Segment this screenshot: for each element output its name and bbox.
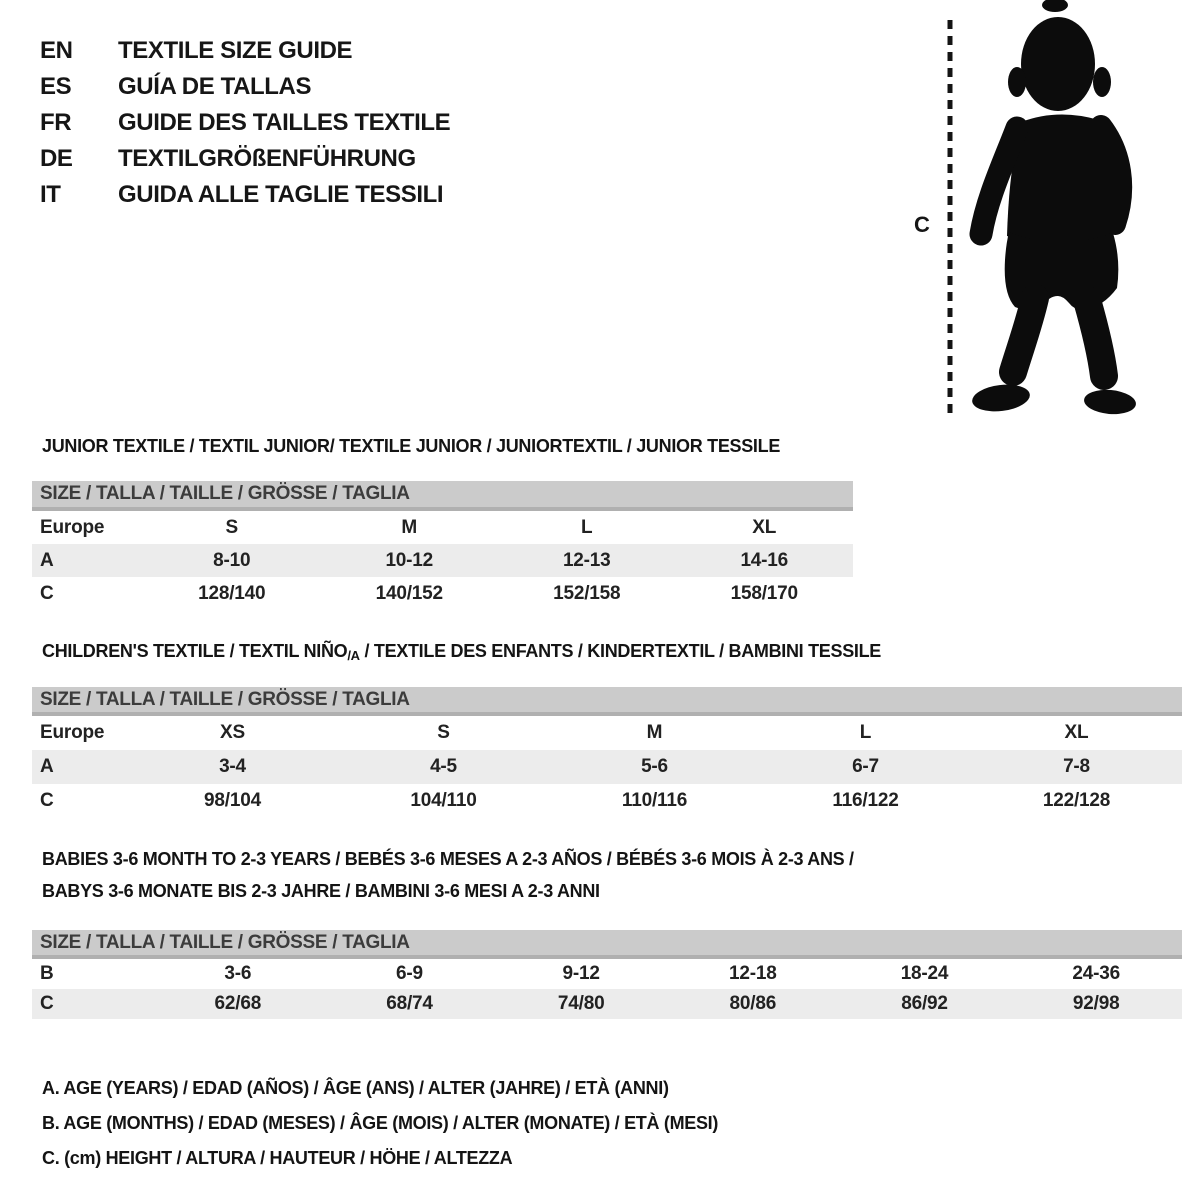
table-cell: 74/80 (557, 993, 605, 1014)
table-cell: 128/140 (198, 582, 266, 604)
lang-row-de (40, 141, 450, 177)
children-heading-suffix: /A (347, 648, 360, 663)
height-measure-label: C (914, 212, 930, 237)
size-column-header: L (859, 722, 872, 743)
table-cell: 104/110 (410, 790, 477, 811)
table-row-height (32, 577, 853, 610)
lang-code: IT (40, 181, 61, 208)
babies-section-heading-line2: BABYS 3-6 MONATE BIS 2-3 JAHRE / BAMBINI 3-6 MESI A 2-3 ANNI (42, 881, 600, 901)
size-column-header: XL (752, 516, 777, 538)
table-cell: 122/128 (1042, 790, 1111, 811)
table-cell: 10-12 (385, 549, 434, 571)
table-cell: 3-6 (224, 963, 252, 984)
junior-size-table (32, 481, 853, 610)
lang-code: FR (40, 109, 72, 136)
row-label: C (40, 790, 54, 811)
table-row-months (32, 959, 1182, 989)
toddler-silhouette-icon (905, 0, 1175, 420)
table-cell: 62/68 (214, 993, 262, 1014)
lang-code: ES (40, 73, 72, 100)
table-cell: 158/170 (730, 582, 798, 604)
table-cell: 86/92 (901, 993, 948, 1014)
children-heading-text: / TEXTILE DES ENFANTS / KINDERTEXTIL / BAMBINI TESSILE (359, 641, 881, 661)
size-header-bar: SIZE / TALLA / TAILLE / GRÖSSE / TAGLIA (32, 481, 853, 511)
guide-title: GUÍA DE TALLAS (118, 73, 312, 100)
size-column-header: M (401, 516, 418, 538)
table-cell: 116/122 (832, 790, 899, 811)
row-label: Europe (40, 516, 105, 538)
table-cell: 7-8 (1063, 756, 1090, 777)
lang-code: DE (40, 145, 73, 172)
size-column-header: L (581, 516, 593, 538)
table-cell: 24-36 (1072, 963, 1120, 984)
legend-line-b: B. AGE (MONTHS) / EDAD (MESES) / ÂGE (MOIS) / ALTER (MONATE) / ETÀ (MESI) (42, 1113, 719, 1133)
table-cell: 5-6 (641, 756, 668, 777)
lang-row-en (40, 33, 450, 69)
table-cell: 152/158 (553, 582, 621, 604)
table-cell: 80/86 (729, 993, 777, 1014)
size-column-header: M (646, 722, 663, 743)
legend-line-a: A. AGE (YEARS) / EDAD (AÑOS) / ÂGE (ANS) / ALTER (JAHRE) / ETÀ (ANNI) (42, 1078, 669, 1098)
lang-row-es (40, 69, 450, 105)
guide-title: GUIDE DES TAILLES TEXTILE (118, 109, 451, 136)
size-column-header: XL (1064, 722, 1089, 743)
table-row-height (32, 989, 1182, 1019)
table-row-height (32, 784, 1182, 818)
table-cell: 18-24 (900, 963, 949, 984)
guide-title: TEXTILGRÖßENFÜHRUNG (118, 145, 416, 172)
table-row-europe (32, 716, 1182, 750)
lang-row-it (40, 177, 450, 213)
language-title-block (40, 33, 450, 213)
table-cell: 6-9 (396, 963, 423, 984)
table-cell: 4-5 (430, 756, 457, 777)
table-cell: 12-13 (562, 549, 611, 571)
junior-section-heading: JUNIOR TEXTILE / TEXTIL JUNIOR/ TEXTILE JUNIOR / JUNIORTEXTIL / JUNIOR TESSILE (42, 436, 781, 456)
children-size-table (32, 687, 1182, 818)
table-row-age (32, 750, 1182, 784)
table-cell: 98/104 (204, 790, 261, 811)
guide-title: TEXTILE SIZE GUIDE (118, 37, 353, 64)
row-label: B (40, 963, 54, 984)
row-label: C (40, 993, 54, 1014)
table-cell: 68/74 (386, 993, 433, 1014)
table-cell: 3-4 (219, 756, 246, 777)
guide-title: GUIDA ALLE TAGLIE TESSILI (118, 181, 444, 208)
lang-row-fr (40, 105, 450, 141)
table-row-age (32, 544, 853, 577)
children-section-heading (42, 641, 881, 663)
table-cell: 14-16 (740, 549, 789, 571)
table-cell: 92/98 (1072, 993, 1120, 1014)
size-column-header: S (225, 516, 238, 538)
table-cell: 140/152 (375, 582, 443, 604)
table-row-europe (32, 511, 853, 544)
table-cell: 12-18 (729, 963, 777, 984)
legend-line-c: C. (cm) HEIGHT / ALTURA / HAUTEUR / HÖHE / ALTEZZA (42, 1148, 513, 1168)
table-cell: 6-7 (852, 756, 879, 777)
size-column-header: S (437, 722, 450, 743)
measure-legend (42, 1071, 718, 1176)
lang-code: EN (40, 37, 73, 64)
row-label: A (40, 756, 54, 777)
size-column-header: XS (220, 722, 245, 743)
row-label: A (40, 549, 54, 571)
babies-section-heading-line1: BABIES 3-6 MONTH TO 2-3 YEARS / BEBÉS 3-6 MESES A 2-3 AÑOS / BÉBÉS 3-6 MOIS À 2-3 ANS / (42, 849, 854, 869)
children-heading-text: CHILDREN'S TEXTILE / TEXTIL NIÑO (42, 641, 348, 661)
row-label: Europe (40, 722, 105, 743)
table-cell: 8-10 (213, 549, 251, 571)
row-label: C (40, 582, 54, 604)
size-header-bar: SIZE / TALLA / TAILLE / GRÖSSE / TAGLIA (32, 930, 1182, 959)
table-cell: 110/116 (621, 790, 688, 811)
babies-size-table (32, 930, 1182, 1019)
table-cell: 9-12 (562, 963, 600, 984)
size-header-bar: SIZE / TALLA / TAILLE / GRÖSSE / TAGLIA (32, 687, 1182, 716)
